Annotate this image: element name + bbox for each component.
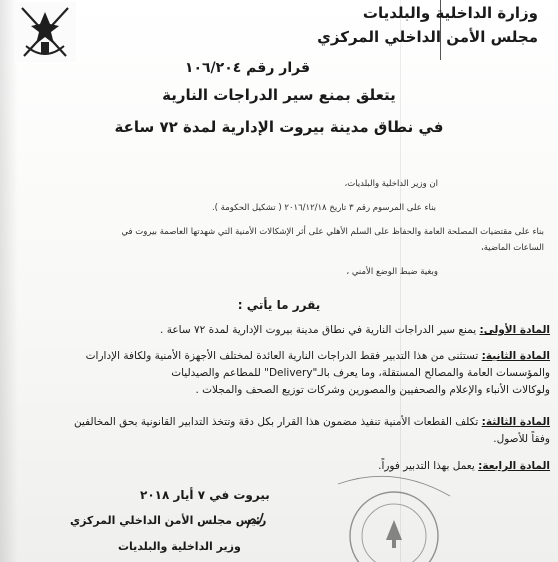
- article-3-line2: وفقاً للأصول.: [493, 433, 550, 445]
- decision-title-line2: في نطاق مدينة بيروت الإدارية لمدة ٧٢ ساعة: [114, 118, 444, 136]
- preamble-line: بناء على مقتضيات المصلحة العامة والحفاظ على السلم الأهلي على أثر الإشكالات الأمنية التي شهدتها العاصمة بيروت في: [121, 227, 544, 237]
- article-4: [2, 458, 550, 474]
- article-text: يمنع سير الدراجات النارية في نطاق مدينة بيروت الإدارية لمدة ٧٢ ساعة .: [160, 324, 477, 336]
- article-1: [2, 322, 550, 338]
- signature-date: بيروت في ٧ أيار ٢٠١٨: [140, 488, 270, 502]
- official-stamp-icon: [334, 474, 452, 562]
- ministry-name: وزارة الداخلية والبلديات: [362, 4, 538, 22]
- signatory-title-2: وزير الداخلية والبلديات: [118, 540, 241, 553]
- article-label: المادة الأولى:: [479, 324, 550, 336]
- article-2: [2, 348, 550, 364]
- article-label: المادة الثانية:: [481, 350, 550, 362]
- article-text: تستثنى من هذا التدبير فقط الدراجات النارية العائدة لمختلف الأجهزة الأمنية ولكافة الإدارات: [85, 350, 479, 362]
- preamble-line: وبغية ضبط الوضع الأمني ،: [346, 267, 438, 277]
- preamble-line: الساعات الماضية،: [480, 243, 544, 253]
- article-text: تكلف القطعات الأمنية تنفيذ مضمون هذا القرار بكل دقة وتتخذ التدابير القانونية بحق المخالفين: [73, 416, 479, 428]
- article-text: يعمل بهذا التدبير فوراً.: [378, 460, 475, 472]
- article-2-line2: والمؤسسات العامة والمصالح المستقلة، وما يعرف بالـ"Delivery" للمطاعم والصيدليات: [171, 367, 550, 379]
- article-2-line3: ولوكالات الأنباء والإعلام والصحفيين والمصورين وشركات توزيع الصحف والمجلات .: [195, 384, 550, 396]
- decision-title-line1: يتعلق بمنع سير الدراجات النارية: [162, 86, 396, 104]
- decision-number: قرار رقم ١٠٦/٢٠٤: [184, 60, 310, 76]
- council-name: مجلس الأمن الداخلي المركزي: [317, 28, 538, 46]
- signatory-title-1: رئيس مجلس الأمن الداخلي المركزي: [70, 514, 267, 527]
- article-3: [2, 414, 550, 430]
- article-label: المادة الثالثة:: [481, 416, 550, 428]
- decides-heading: يقرر ما يأتي :: [237, 298, 321, 312]
- preamble-line: ان وزير الداخلية والبلديات،: [344, 179, 438, 189]
- preamble-line: بناء على المرسوم رقم ٣ تاريخ ٢٠١٦/١٢/١٨ ( تشكيل الحكومة ).: [211, 203, 436, 213]
- emblem-icon: [14, 2, 76, 62]
- page-edge-shadow: [0, 0, 18, 562]
- article-label: المادة الرابعة:: [478, 460, 550, 472]
